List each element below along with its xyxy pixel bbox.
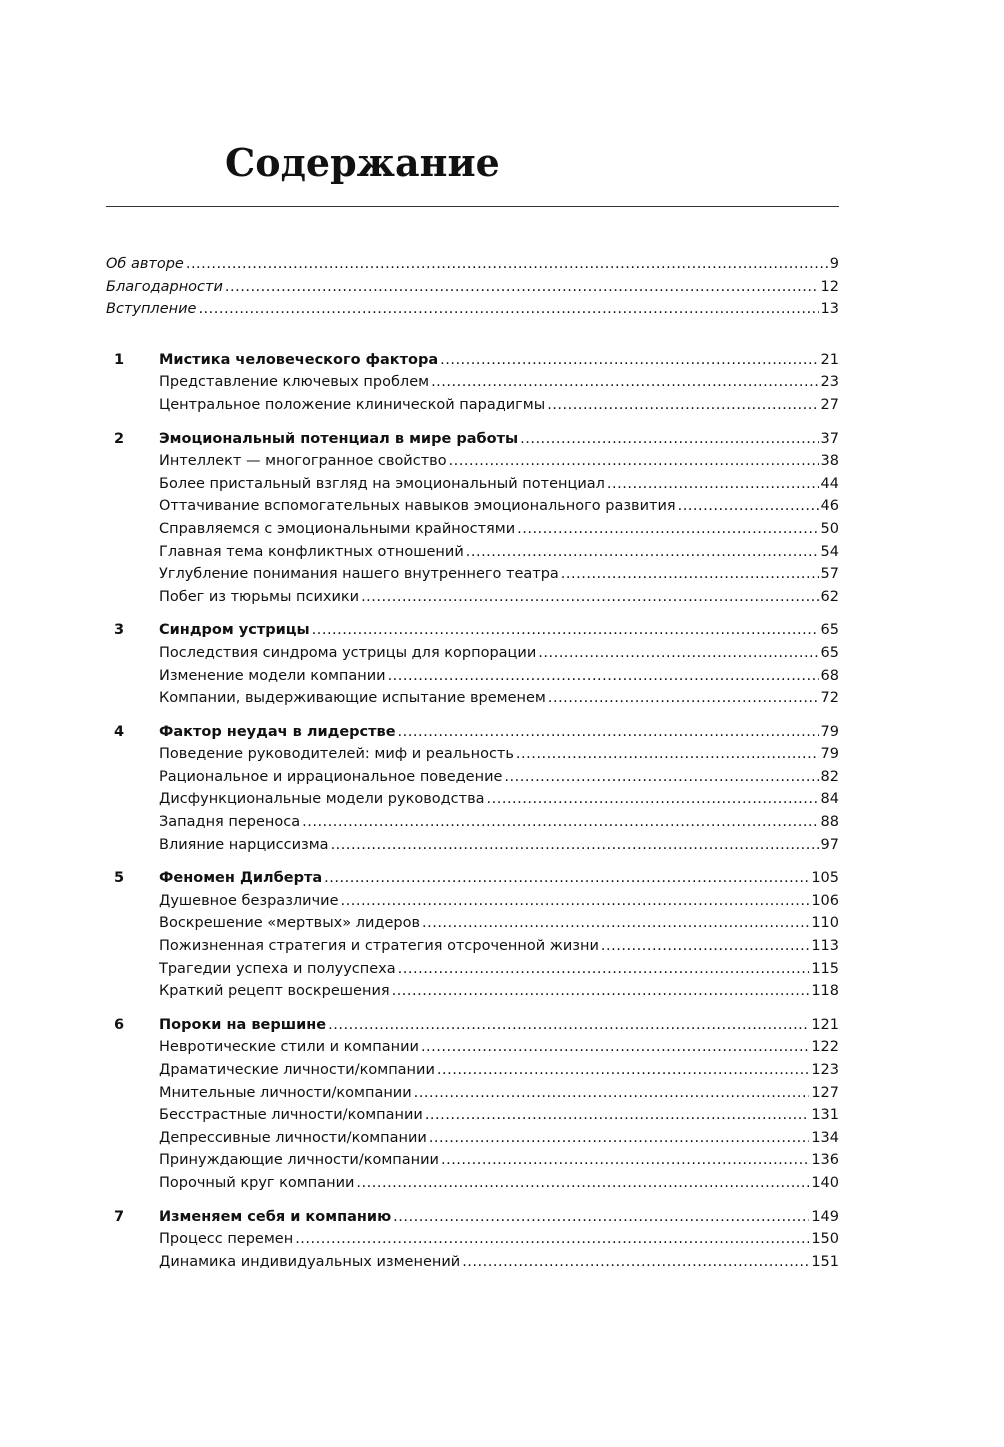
toc-entry-label: Мистика человеческого фактора [159,351,439,368]
toc-entry-label: Компании, выдерживающие испытание временем [159,690,546,707]
chapter-entry[interactable] [106,1014,839,1037]
toc-page-number: 23 [820,374,839,391]
toc-page-number: 65 [820,622,839,639]
section-entry[interactable] [106,473,839,496]
toc-page-number: 68 [820,667,839,684]
toc-page-number: 38 [820,453,839,470]
toc-entry-label: Бесстрастные личности/компании [159,1107,423,1124]
dot-leader [431,371,818,394]
toc-page-number: 136 [811,1152,839,1169]
chapter-number: 3 [114,622,125,639]
dot-leader [504,766,818,789]
toc-entry-label: Западня переноса [159,814,301,831]
toc-entry-label: Дисфункциональные модели руководства [159,791,485,808]
chapter-gap [106,1195,839,1206]
dot-leader [538,642,818,665]
section-entry[interactable] [106,1251,839,1274]
section-entry[interactable] [106,788,839,811]
dot-leader [429,1127,809,1150]
section-entry[interactable] [106,586,839,609]
section-entry[interactable] [106,935,839,958]
section-entry[interactable] [106,1172,839,1195]
toc-entry-label: Драматические личности/компании [159,1062,435,1078]
toc-entry-label: Душевное безразличие [159,892,339,909]
section-entry[interactable] [106,518,839,541]
toc-entry-label: Рациональное и иррациональное поведение [159,768,503,785]
section-entry[interactable] [106,563,839,586]
toc-entry-label: Более пристальный взгляд на эмоциональный потенциал [159,475,605,492]
table-of-contents [106,253,839,1273]
section-entry[interactable] [106,642,839,665]
dot-leader [520,428,818,451]
toc-page-number: 62 [820,588,839,605]
chapter-number: 1 [114,351,125,368]
toc-entry-label: Центральное положение клинической парадигмы [159,396,546,413]
toc-page-number: 54 [820,543,839,560]
section-entry[interactable] [106,541,839,564]
section-entry[interactable] [106,912,839,935]
toc-page-number: 110 [811,915,839,932]
section-entry[interactable] [106,1104,839,1127]
toc-page-number: 12 [820,278,839,295]
dot-leader [312,619,819,642]
dot-leader [361,586,818,609]
toc-entry-label: Депрессивные личности/компании [159,1129,427,1146]
chapter-gap [106,710,839,721]
chapter-number: 2 [114,430,125,447]
dot-leader [425,1104,809,1127]
toc-entry-label: Изменение модели компании [159,667,386,684]
toc-entry-label: Невротические стили и компании [159,1039,419,1056]
title-divider [106,206,839,207]
toc-entry-label: Влияние нарциссизма [159,836,329,853]
dot-leader [548,687,819,710]
dot-leader [198,298,818,321]
section-entry[interactable] [106,890,839,913]
chapter-entry[interactable] [106,721,839,744]
toc-entry-label: Главная тема конфликтных отношений [159,543,464,560]
chapter-number: 7 [114,1208,125,1225]
toc-entry-label: Оттачивание вспомогательных навыков эмоционального развития [159,498,676,515]
toc-entry-label: Справляемся с эмоциональными крайностями [159,520,516,537]
toc-entry-label: Процесс перемен [159,1231,294,1248]
chapter-entry[interactable] [106,1206,839,1229]
dot-leader [398,721,819,744]
dot-leader [487,788,819,811]
toc-entry-label: Об авторе [106,256,184,272]
dot-leader [331,834,819,857]
front-matter-entry[interactable] [106,276,839,299]
toc-page-number: 121 [811,1016,839,1033]
dot-leader [324,867,809,890]
page-title: Содержание [225,140,500,185]
toc-page-number: 37 [820,430,839,447]
section-entry[interactable] [106,834,839,857]
front-matter-entry[interactable] [106,253,839,276]
dot-leader [356,1172,809,1195]
section-gap [106,321,839,349]
toc-entry-label: Интеллект — многогранное свойство [159,453,447,470]
toc-entry-label: Динамика индивидуальных изменений [159,1253,461,1270]
toc-page-number: 122 [811,1039,839,1056]
toc-page-number: 140 [811,1174,839,1191]
section-entry[interactable] [106,371,839,394]
chapter-number: 5 [114,870,125,887]
dot-leader [547,394,818,417]
toc-page-number: 88 [820,814,839,831]
dot-leader [295,1228,809,1251]
toc-entry-label: Изменяем себя и компанию [159,1208,392,1225]
toc-page-number: 118 [811,983,839,1000]
dot-leader [449,450,819,473]
toc-page-number: 131 [811,1107,839,1124]
toc-page-number: 97 [820,836,839,853]
dot-leader [440,349,818,372]
dot-leader [516,743,819,766]
toc-entry-label: Краткий рецепт воскрешения [159,983,390,1000]
chapter-number: 6 [114,1016,125,1033]
toc-page-number: 82 [820,768,839,785]
dot-leader [341,890,810,913]
toc-page-number: 65 [820,644,839,661]
toc-entry-label: Последствия синдрома устрицы для корпорации [159,644,537,661]
chapter-gap [106,856,839,867]
toc-page-number: 151 [811,1253,839,1270]
toc-entry-label: Порочный круг компании [159,1174,355,1191]
toc-entry-label: Благодарности [106,278,223,295]
toc-page-number: 79 [820,723,839,740]
toc-entry-label: Мнительные личности/компании [159,1084,412,1101]
toc-page-number: 134 [811,1129,839,1146]
toc-page-number: 150 [811,1231,839,1248]
dot-leader [601,935,809,958]
dot-leader [186,253,828,276]
toc-page-number: 50 [820,520,839,537]
section-entry[interactable] [106,1036,839,1059]
toc-page-number: 9 [829,256,839,272]
toc-page-number: 127 [811,1084,839,1101]
section-entry[interactable] [106,743,839,766]
section-entry[interactable] [106,1149,839,1172]
toc-page-number: 13 [820,301,839,318]
toc-entry-label: Пороки на вершине [159,1016,327,1033]
dot-leader [393,1206,809,1229]
front-matter-entry[interactable] [106,298,839,321]
toc-page-number: 106 [811,892,839,909]
section-entry[interactable] [106,1082,839,1105]
section-entry[interactable] [106,495,839,518]
toc-page-number: 123 [811,1062,839,1078]
dot-leader [388,665,819,688]
dot-leader [607,473,819,496]
chapter-entry[interactable] [106,619,839,642]
dot-leader [302,811,818,834]
toc-page-number: 27 [820,396,839,413]
toc-entry-label: Синдром устрицы [159,622,310,639]
toc-entry-label: Фактор неудач в лидерстве [159,723,396,740]
dot-leader [422,912,809,935]
toc-entry-label: Вступление [106,301,197,318]
section-entry[interactable] [106,980,839,1003]
dot-leader [414,1082,810,1105]
toc-entry-label: Воскрешение «мертвых» лидеров [159,915,420,932]
section-entry[interactable] [106,1059,839,1082]
toc-page-number: 21 [820,351,839,368]
section-entry[interactable] [106,958,839,981]
toc-page-number: 46 [820,498,839,515]
dot-leader [328,1014,809,1037]
chapter-entry[interactable] [106,428,839,451]
dot-leader [678,495,819,518]
dot-leader [517,518,818,541]
dot-leader [421,1036,809,1059]
dot-leader [398,958,810,981]
toc-page-number: 72 [820,690,839,707]
toc-entry-label: Побег из тюрьмы психики [159,588,360,605]
toc-page-number: 84 [820,791,839,808]
section-entry[interactable] [106,1127,839,1150]
toc-entry-label: Феномен Дилберта [159,870,323,887]
dot-leader [441,1149,809,1172]
toc-page-number: 79 [820,746,839,763]
chapter-gap [106,417,839,428]
toc-entry-label: Пожизненная стратегия и стратегия отсроченной жизни [159,938,599,955]
chapter-gap [106,608,839,619]
toc-page-number: 149 [811,1208,839,1225]
toc-page-number: 113 [811,938,839,955]
dot-leader [462,1251,809,1274]
toc-entry-label: Эмоциональный потенциал в мире работы [159,430,519,447]
toc-entry-label: Углубление понимания нашего внутреннего театра [159,566,559,583]
section-entry[interactable] [106,1228,839,1251]
chapter-entry[interactable] [106,867,839,890]
dot-leader [466,541,819,564]
section-entry[interactable] [106,665,839,688]
toc-page-number: 105 [811,870,839,887]
section-entry[interactable] [106,394,839,417]
toc-entry-label: Принуждающие личности/компании [159,1152,439,1169]
section-entry[interactable] [106,811,839,834]
section-entry[interactable] [106,450,839,473]
toc-page-number: 115 [811,960,839,977]
chapter-entry[interactable] [106,349,839,372]
section-entry[interactable] [106,766,839,789]
toc-entry-label: Представление ключевых проблем [159,374,430,391]
section-entry[interactable] [106,687,839,710]
toc-page-number: 44 [820,475,839,492]
dot-leader [437,1059,809,1082]
chapter-gap [106,1003,839,1014]
chapter-number: 4 [114,723,125,740]
dot-leader [561,563,819,586]
toc-page-number: 57 [820,566,839,583]
toc-entry-label: Поведение руководителей: миф и реальность [159,746,514,763]
dot-leader [392,980,810,1003]
toc-entry-label: Трагедии успеха и полууспеха [159,960,396,977]
dot-leader [225,276,819,299]
